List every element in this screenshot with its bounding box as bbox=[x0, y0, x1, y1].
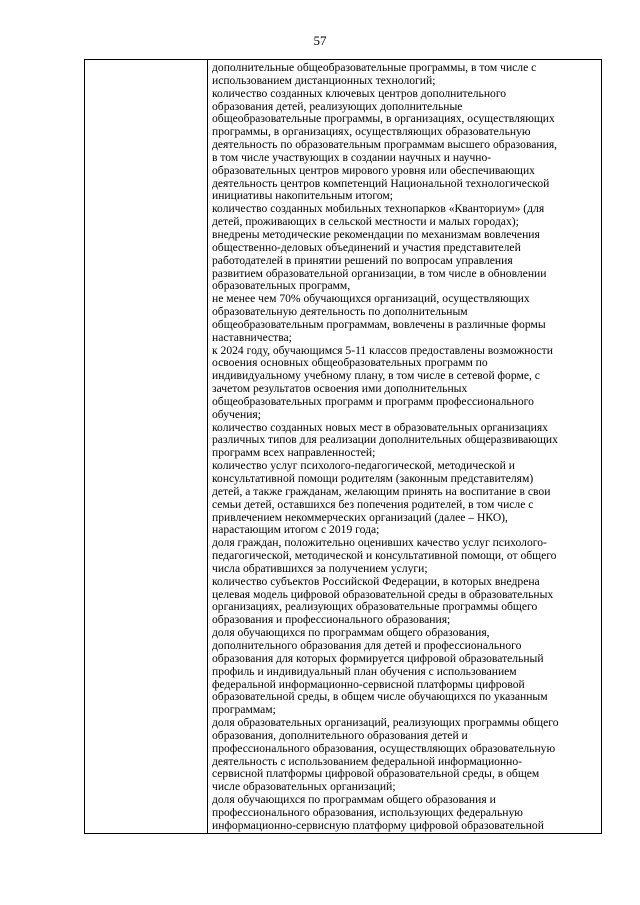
text-line: доля граждан, положительно оценивших качество услуг психолого- bbox=[212, 537, 547, 550]
text-line: доля обучающихся по программам общего образования, bbox=[212, 627, 490, 640]
text-line: освоения основных общеобразовательных программ по bbox=[212, 357, 488, 370]
text-line: программам; bbox=[212, 704, 276, 717]
text-line: деятельность центров компетенций Национальной технологической bbox=[212, 177, 550, 190]
text-line: федеральной информационно-сервисной платформы цифровой bbox=[212, 678, 525, 691]
text-line: количество субъектов Российской Федерации, в которых внедрена bbox=[212, 575, 540, 588]
text-line: образования, дополнительного образования детей и bbox=[212, 729, 468, 742]
text-line: программ всех направленностей; bbox=[212, 447, 376, 460]
table-left-cell bbox=[85, 60, 208, 833]
text-line: педагогической, методической и консультативной помощи, от общего bbox=[212, 550, 557, 563]
text-line: общеобразовательные программы, в организациях, осуществляющих bbox=[212, 113, 555, 126]
text-line: развитием образовательной организации, в том числе в обновлении bbox=[212, 267, 547, 280]
text-line: зачетом результатов освоения ими дополнительных bbox=[212, 383, 468, 396]
text-line: работодателей в принятии решений по вопросам управления bbox=[212, 254, 513, 267]
text-line: дополнительного образования для детей и профессионального bbox=[212, 639, 522, 652]
text-line: образования детей, реализующих дополнительные bbox=[212, 100, 463, 113]
text-line: образовательных программ, bbox=[212, 280, 351, 293]
text-line: семьи детей, оставшихся без попечения родителей, в том числе с bbox=[212, 498, 534, 511]
text-line: различных типов для реализации дополнительных общеразвивающих bbox=[212, 434, 558, 447]
text-line: общеобразовательным программам, вовлечены в различные формы bbox=[212, 318, 546, 331]
text-line: информационно-сервисную платформу цифровой образовательной bbox=[212, 819, 544, 832]
text-line: сервисной платформы цифровой образовательной среды, в общем bbox=[212, 768, 540, 781]
text-line: доля обучающихся по программам общего образования и bbox=[212, 794, 496, 807]
document-table bbox=[84, 59, 602, 834]
text-line: не менее чем 70% обучающихся организаций, осуществляющих bbox=[212, 293, 530, 306]
text-line: индивидуальному учебному плану, в том числе в сетевой форме, с bbox=[212, 370, 540, 383]
text-line: в том числе участвующих в создании научных и научно- bbox=[212, 151, 492, 164]
text-line: использованием дистанционных технологий; bbox=[212, 74, 436, 87]
text-line: образования и профессионального образования; bbox=[212, 614, 451, 627]
text-line: образовательную деятельность по дополнительным bbox=[212, 306, 468, 319]
text-line: деятельность с использованием федеральной информационно- bbox=[212, 755, 523, 768]
text-line: организациях, реализующих образовательные программы общего bbox=[212, 601, 538, 614]
text-line: числа обратившихся за получением услуги; bbox=[212, 562, 428, 575]
text-line: привлечением некоммерческих организаций (далее – НКО), bbox=[212, 511, 508, 524]
text-line: деятельность по образовательным программам высшего образования, bbox=[212, 139, 558, 152]
text-line: консультативной помощи родителям (законным представителям) bbox=[212, 473, 534, 485]
text-line: дополнительные общеобразовательные программы, в том числе с bbox=[212, 62, 537, 74]
text-line: программы, в организациях, осуществляющих образовательную bbox=[212, 126, 531, 139]
text-line: количество созданных ключевых центров дополнительного bbox=[212, 87, 507, 100]
text-line: профессионального образования, использующих федеральную bbox=[212, 806, 523, 819]
text-line: наставничества; bbox=[212, 331, 292, 344]
text-line: образовательных центров мирового уровня или обеспечивающих bbox=[212, 164, 535, 177]
text-line: целевая модель цифровой образовательной среды в образовательных bbox=[212, 588, 554, 601]
text-line: детей, а также гражданам, желающим принять на воспитание в свои bbox=[212, 485, 551, 498]
page-number: 57 bbox=[313, 33, 327, 48]
text-line: образования для которых формируется цифровой образовательный bbox=[212, 652, 544, 665]
text-line: обучения; bbox=[212, 408, 261, 421]
table-right-cell bbox=[208, 60, 601, 833]
text-line: профессионального образования, осуществляющих образовательную bbox=[212, 742, 556, 755]
text-line: общеобразовательных программ и программ профессионального bbox=[212, 395, 534, 408]
text-line: числе образовательных организаций; bbox=[212, 781, 396, 794]
text-line: общественно-деловых объединений и участия представителей bbox=[212, 241, 521, 254]
text-line: количество созданных мобильных технопарков «Кванториум» (для bbox=[212, 203, 545, 216]
text-line: профиль и индивидуальный план обучения с использованием bbox=[212, 665, 517, 678]
text-line: образовательной среды, в общем числе обучающихся по указанным bbox=[212, 691, 548, 704]
text-line: внедрены методические рекомендации по механизмам вовлечения bbox=[212, 228, 540, 241]
text-line: детей, проживающих в сельской местности и малых городах); bbox=[212, 216, 519, 229]
text-line: доля образовательных организаций, реализующих программы общего bbox=[212, 717, 559, 730]
text-line: количество услуг психолого-педагогической, методической и bbox=[212, 460, 515, 473]
text-line: к 2024 году, обучающимся 5-11 классов предоставлены возможности bbox=[212, 344, 553, 357]
text-line: инициативы накопительным итогом; bbox=[212, 190, 393, 203]
text-line: нарастающим итогом с 2019 года; bbox=[212, 524, 380, 537]
text-line: количество созданных новых мест в образовательных организациях bbox=[212, 421, 548, 434]
